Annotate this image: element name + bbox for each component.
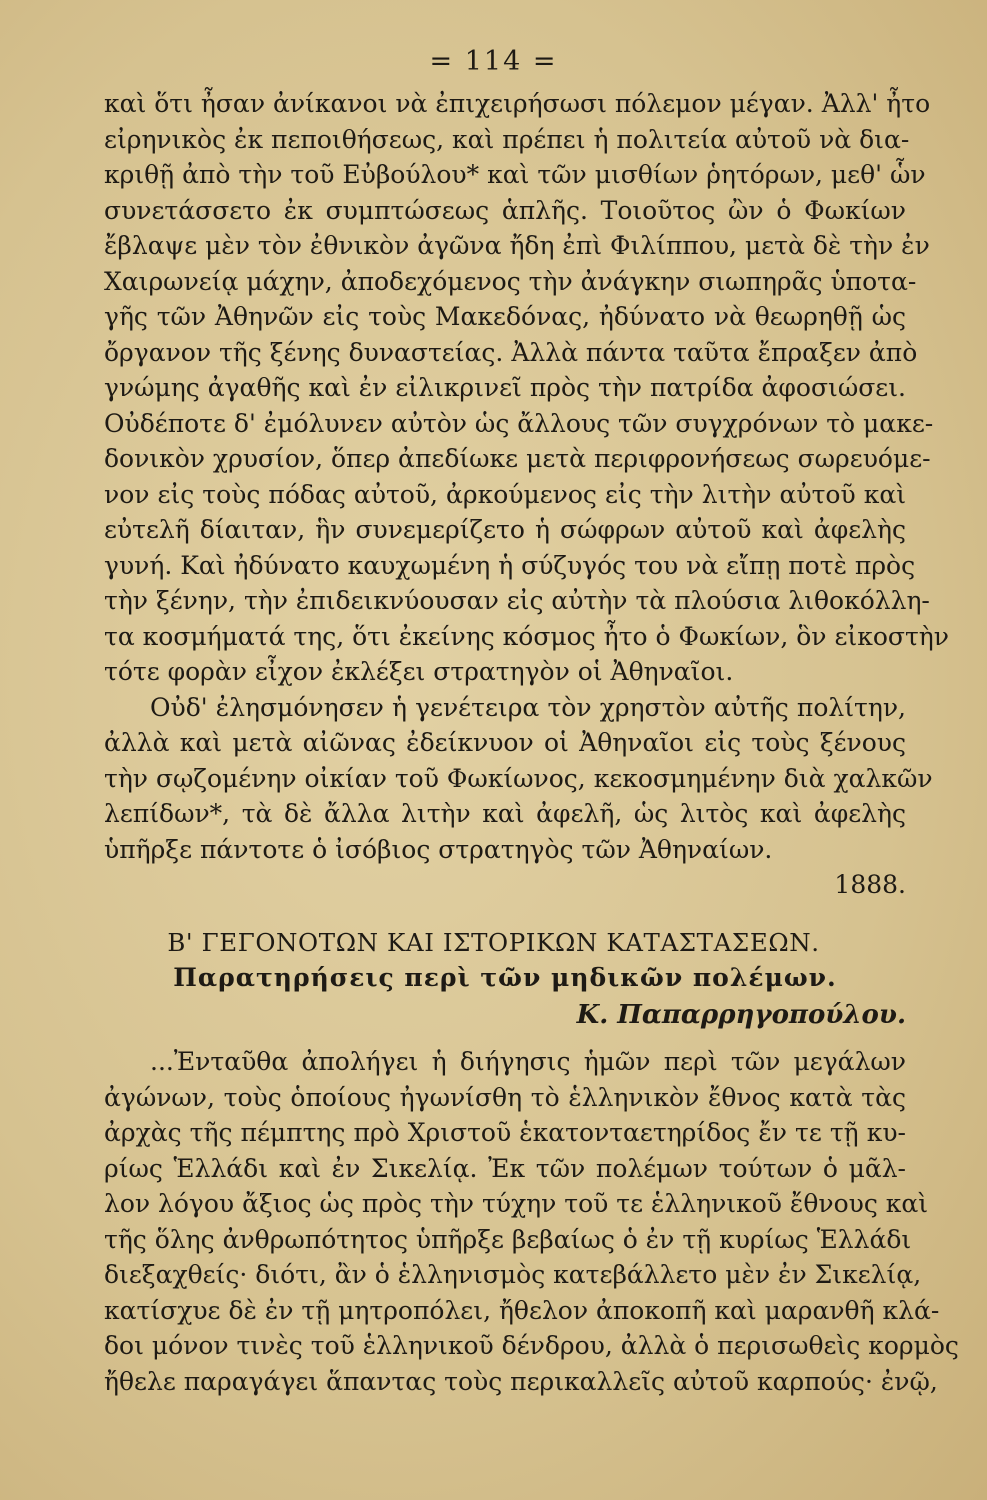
year-note: 1888. xyxy=(834,870,906,899)
section-author: Κ. Παπαρρηγοπούλου. xyxy=(576,1000,906,1030)
text-line: γυνή. Καὶ ἠδύνατο καυχωμένη ἡ σύζυγός του νὰ εἴπῃ ποτὲ πρὸς xyxy=(104,550,916,580)
text-line: νον εἰς τοὺς πόδας αὐτοῦ, ἀρκούμενος εἰς τὴν λιτὴν αὐτοῦ καὶ xyxy=(104,479,906,509)
text-line: τῆς ὅλης ἀνθρωπότητος ὑπῆρξε βεβαίως ὁ ἐν τῇ κυρίως Ἑλλάδι xyxy=(104,1224,912,1254)
text-line: ἤθελε παραγάγει ἅπαντας τοὺς περικαλλεῖς αὐτοῦ καρπούς· ἐνῷ, xyxy=(104,1366,938,1396)
text-line: κριθῇ ἀπὸ τὴν τοῦ Εὐβούλου* καὶ τῶν μισθίων ῥητόρων, μεθ' ὧν xyxy=(104,160,926,189)
text-line: γνώμης ἀγαθῆς καὶ ἐν εἰλικρινεῖ πρὸς τὴν πατρίδα ἀφοσιώσει. xyxy=(104,373,906,402)
text-line: τὴν ξένην, τὴν ἐπιδεικνύουσαν εἰς αὐτὴν τὰ πλούσια λιθοκόλλη- xyxy=(104,586,930,615)
text-line: λεπίδων*, τὰ δὲ ἄλλα λιτὴν καὶ ἀφελῆ, ὡς λιτὸς καὶ ἀφελὴς xyxy=(104,799,906,828)
text-line: κατίσχυε δὲ ἐν τῇ μητροπόλει, ἤθελον ἀποκοπῆ καὶ μαρανθῆ κλά- xyxy=(104,1295,940,1325)
text-line: τα κοσμήματά της, ὅτι ἐκείνης κόσμος ἦτο ὁ Φωκίων, ὃν εἰκοστὴν xyxy=(104,621,949,651)
paragraph-3 xyxy=(104,1044,959,1399)
text-line: ἀγώνων, τοὺς ὁποίους ἠγωνίσθη τὸ ἑλληνικὸν ἔθνος κατὰ τὰς xyxy=(104,1082,906,1112)
text-line: ἀλλὰ καὶ μετὰ αἰῶνας ἐδείκνυον οἱ Ἀθηναῖοι εἰς τοὺς ξένους xyxy=(104,728,906,757)
section-title: Β' ΓΕΓΟΝΟΤΩΝ ΚΑΙ ΙΣΤΟΡΙΚΩΝ ΚΑΤΑΣΤΑΣΕΩΝ. xyxy=(167,928,820,957)
text-line: ...Ἐνταῦθα ἀπολήγει ἡ διήγησις ἡμῶν περὶ τῶν μεγάλων xyxy=(150,1047,906,1076)
text-line: ὑπῆρξε πάντοτε ὁ ἰσόβιος στρατηγὸς τῶν Ἀθηναίων. xyxy=(104,834,773,864)
paragraph-1 xyxy=(104,86,949,903)
text-line: ρίως Ἑλλάδι καὶ ἐν Σικελίᾳ. Ἐκ τῶν πολέμων τούτων ὁ μᾶλ- xyxy=(104,1153,906,1183)
text-line: διεξαχθείς· διότι, ἂν ὁ ἑλληνισμὸς κατεβάλλετο μὲν ἐν Σικελίᾳ, xyxy=(104,1260,922,1289)
text-line: Χαιρωνείᾳ μάχην, ἀποδεχόμενος τὴν ἀνάγκην σιωπηρᾶς ὑποτα- xyxy=(104,266,917,296)
text-line: γῆς τῶν Ἀθηνῶν εἰς τοὺς Μακεδόνας, ἠδύνατο νὰ θεωρηθῇ ὡς xyxy=(104,302,906,331)
text-line: δοι μόνον τινὲς τοῦ ἑλληνικοῦ δένδρου, ἀλλὰ ὁ περισωθεὶς κορμὸς xyxy=(104,1331,959,1360)
text-line: ἀρχὰς τῆς πέμπτης πρὸ Χριστοῦ ἑκατονταετηρίδος ἔν τε τῇ κυ- xyxy=(104,1118,906,1147)
text-line: τὴν σῳζομένην οἰκίαν τοῦ Φωκίωνος, κεκοσμημένην διὰ χαλκῶν xyxy=(104,763,933,793)
text-line: λον λόγου ἄξιος ὡς πρὸς τὴν τύχην τοῦ τε ἑλληνικοῦ ἔθνους καὶ xyxy=(104,1189,929,1218)
text-line: εὐτελῆ δίαιταν, ἣν συνεμερίζετο ἡ σώφρων αὐτοῦ καὶ ἀφελὴς xyxy=(104,515,906,544)
page-number: = 114 = xyxy=(429,46,558,77)
text-line: Οὐδ' ἐλησμόνησεν ἡ γενέτειρα τὸν χρηστὸν αὐτῆς πολίτην, xyxy=(150,692,906,722)
text-line: τότε φορὰν εἶχον ἐκλέξει στρατηγὸν οἱ Ἀθηναῖοι. xyxy=(104,657,734,686)
section-subtitle: Παρατηρήσεις περὶ τῶν μηδικῶν πολέμων. xyxy=(173,963,837,992)
text-line: Οὐδέποτε δ' ἐμόλυνεν αὐτὸν ὡς ἄλλους τῶν συγχρόνων τὸ μακε- xyxy=(104,408,934,438)
text-line: συνετάσσετο ἐκ συμπτώσεως ἁπλῆς. Τοιοῦτος ὢν ὁ Φωκίων xyxy=(104,195,906,225)
text-line: καὶ ὅτι ἦσαν ἀνίκανοι νὰ ἐπιχειρήσωσι πόλεμον μέγαν. Ἀλλ' ἦτο xyxy=(104,89,931,118)
text-line: ὄργανον τῆς ξένης δυναστείας. Ἀλλὰ πάντα ταῦτα ἔπραξεν ἀπὸ xyxy=(104,337,918,367)
text-line: εἰρηνικὸς ἐκ πεποιθήσεως, καὶ πρέπει ἡ πολιτεία αὐτοῦ νὰ δια- xyxy=(104,124,910,154)
text-line: δονικὸν χρυσίον, ὅπερ ἀπεδίωκε μετὰ περιφρονήσεως σωρευόμε- xyxy=(104,444,931,473)
text-line: ἔβλαψε μὲν τὸν ἐθνικὸν ἀγῶνα ἤδη ἐπὶ Φιλίππου, μετὰ δὲ τὴν ἐν xyxy=(104,231,930,260)
